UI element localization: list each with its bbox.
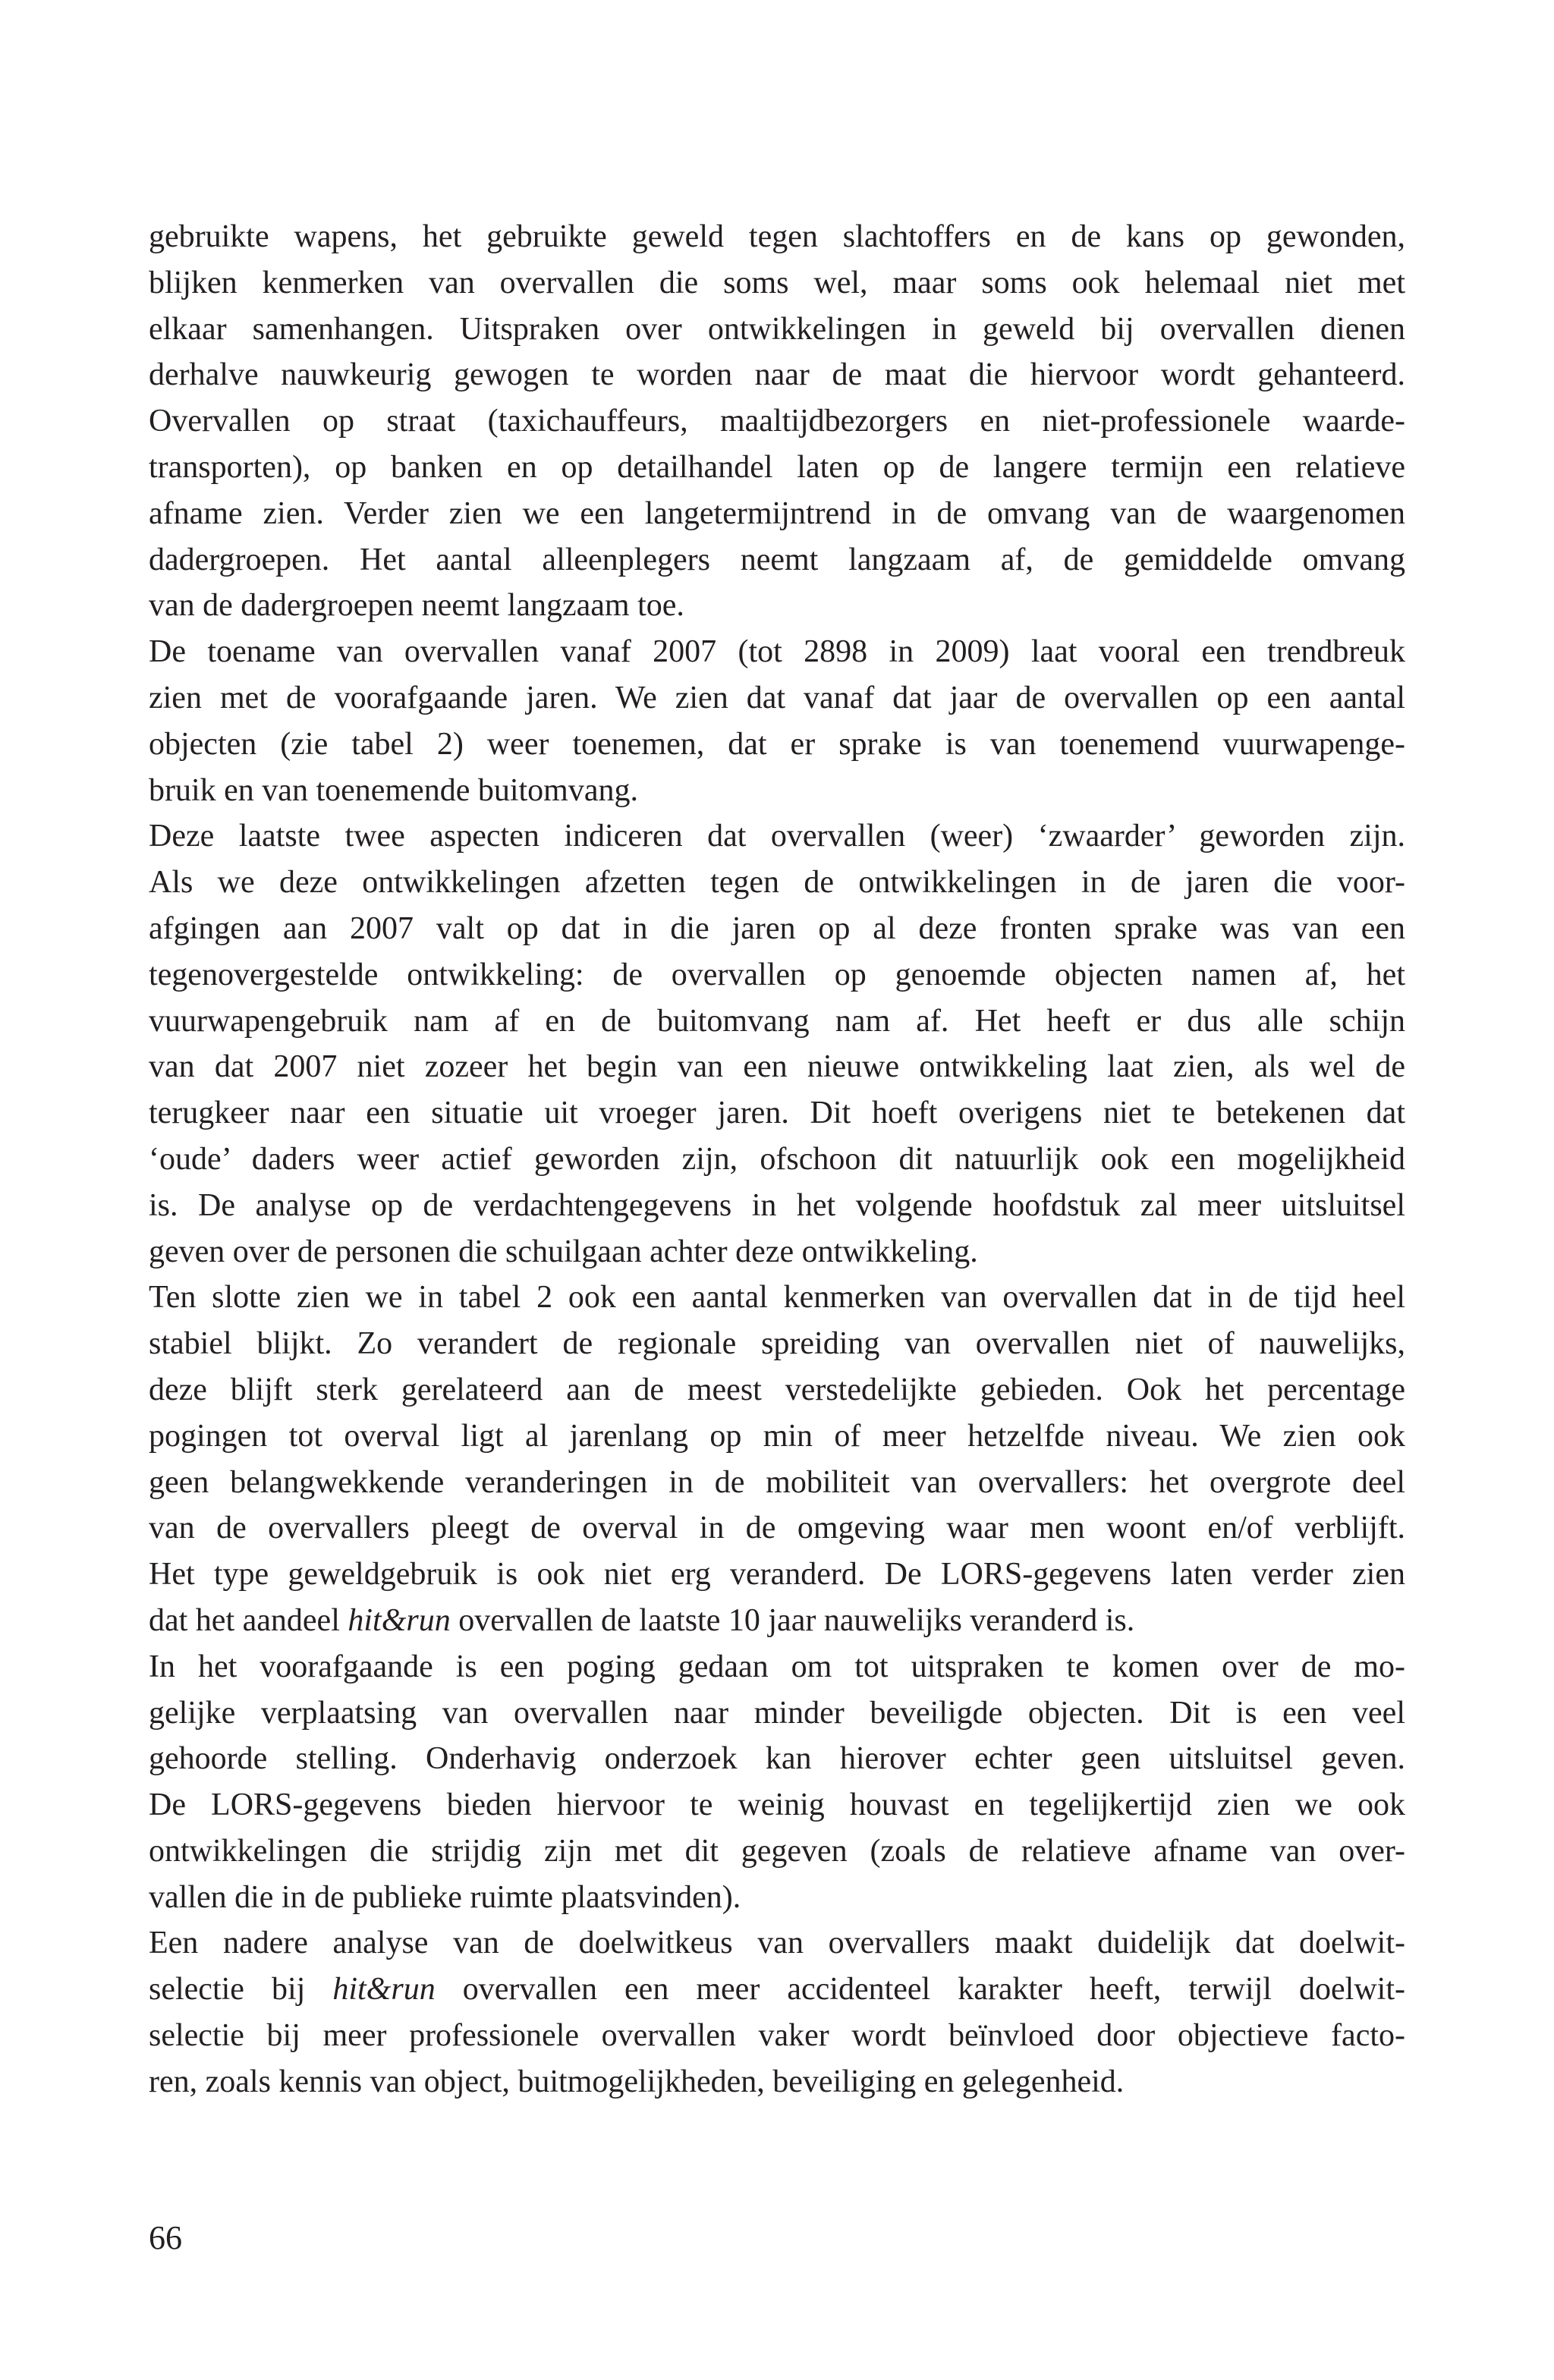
text-line: Ten slotte zien we in tabel 2 ook een aantal kenmerken van overvallen dat in de tijd heel (149, 1280, 1405, 1316)
text-line: derhalve nauwkeurig gewogen te worden naar de maat die hiervoor wordt gehanteerd. (149, 357, 1405, 393)
text-line: zien met de voorafgaande jaren. We zien dat vanaf dat jaar de overvallen op een aantal (149, 680, 1405, 715)
italic-term: hit&run (348, 1602, 451, 1638)
text-line: In het voorafgaande is een poging gedaan om tot uitspraken te komen over de mo- (149, 1649, 1405, 1684)
text-line (149, 1967, 1405, 2013)
text-line: De LORS-gegevens bieden hiervoor te weinig houvast en tegelijkertijd zien we ook (149, 1787, 1405, 1823)
text-line: afgingen aan 2007 valt op dat in die jaren op al deze fronten sprake was van een (149, 910, 1405, 946)
text-line: dadergroepen. Het aantal alleenplegers neemt langzaam af, de gemiddelde omvang (149, 542, 1405, 577)
text-line: Overvallen op straat (taxichauffeurs, maaltijdbezorgers en niet-professionele waarde- (149, 404, 1405, 439)
italic-term: hit&run (332, 1972, 436, 2007)
text-line: ontwikkelingen die strijdig zijn met dit gegeven (zoals de relatieve afname van over- (149, 1833, 1405, 1869)
text-segment: overvallen de laatste 10 jaar nauwelijks veranderd is. (450, 1602, 1135, 1638)
text-segment: selectie bij (149, 1972, 333, 2007)
text-line: van de dadergroepen neemt langzaam toe. (149, 588, 684, 624)
text-line: afname zien. Verder zien we een langetermijntrend in de omvang van de waargenomen (149, 495, 1405, 531)
text-line: is. De analyse op de verdachtengegevens in het volgende hoofdstuk zal meer uitsluitsel (149, 1187, 1405, 1223)
text-line: geven over de personen die schuilgaan achter deze ontwikkeling. (149, 1234, 978, 1269)
text-line: elkaar samenhangen. Uitspraken over ontwikkelingen in geweld bij overvallen dienen (149, 311, 1405, 347)
text-segment: overvallen een meer accidenteel karakter heeft, terwijl doelwit- (435, 1972, 1405, 2007)
body-text (149, 214, 1405, 2105)
text-line: gebruikte wapens, het gebruikte geweld tegen slachtoffers en de kans op gewonden, (149, 219, 1405, 254)
text-line: Een nadere analyse van de doelwitkeus van overvallers maakt duidelijk dat doelwit- (149, 1926, 1405, 1961)
text-line: gehoorde stelling. Onderhavig onderzoek kan hierover echter geen uitsluitsel geven. (149, 1741, 1405, 1777)
page-number: 66 (149, 2219, 182, 2256)
text-line: vallen die in de publieke ruimte plaatsvinden). (149, 1879, 741, 1915)
text-line: pogingen tot overval ligt al jarenlang op min of meer hetzelfde niveau. We zien ook (149, 1418, 1405, 1454)
text-line: ‘oude’ daders weer actief geworden zijn, ofschoon dit natuurlijk ook een mogelijkheid (149, 1141, 1405, 1177)
text-segment: dat het aandeel (149, 1602, 348, 1638)
text-line: gelijke verplaatsing van overvallen naar minder beveiligde objecten. Dit is een veel (149, 1695, 1405, 1731)
text-line: objecten (zie tabel 2) weer toenemen, dat er sprake is van toenemend vuurwapenge- (149, 726, 1405, 762)
text-line: vuurwapengebruik nam af en de buitomvang nam af. Het heeft er dus alle schijn (149, 1003, 1405, 1039)
text-line: blijken kenmerken van overvallen die soms wel, maar soms ook helemaal niet met (149, 265, 1405, 300)
text-line: tegenovergestelde ontwikkeling: de overvallen op genoemde objecten namen af, het (149, 957, 1405, 992)
text-line (149, 1598, 1405, 1644)
text-line: stabiel blijkt. Zo verandert de regionale spreiding van overvallen niet of nauwelijks, (149, 1326, 1405, 1362)
text-line: van dat 2007 niet zozeer het begin van een nieuwe ontwikkeling laat zien, als wel de (149, 1049, 1405, 1085)
text-line: deze blijft sterk gerelateerd aan de meest verstedelijkte gebieden. Ook het percentage (149, 1372, 1405, 1407)
text-line: geen belangwekkende veranderingen in de mobiliteit van overvallers: het overgrote deel (149, 1464, 1405, 1500)
text-line: van de overvallers pleegt de overval in de omgeving waar men woont en/of verblijft. (149, 1511, 1405, 1546)
text-line: terugkeer naar een situatie uit vroeger jaren. Dit hoeft overigens niet te betekenen dat (149, 1096, 1405, 1131)
text-line: selectie bij meer professionele overvallen vaker wordt beïnvloed door objectieve facto- (149, 2018, 1405, 2054)
text-line: ren, zoals kennis van object, buitmogelijkheden, beveiliging en gelegenheid. (149, 2064, 1125, 2099)
text-line: bruik en van toenemende buitomvang. (149, 772, 638, 808)
text-line: De toename van overvallen vanaf 2007 (tot 2898 in 2009) laat vooral een trendbreuk (149, 634, 1405, 670)
text-line: Deze laatste twee aspecten indiceren dat overvallen (weer) ‘zwaarder’ geworden zijn. (149, 819, 1405, 854)
text-line: transporten), op banken en op detailhandel laten op de langere termijn een relatieve (149, 449, 1405, 485)
text-line: Het type geweldgebruik is ook niet erg veranderd. De LORS-gegevens laten verder zien (149, 1557, 1405, 1592)
text-line: Als we deze ontwikkelingen afzetten tegen de ontwikkelingen in de jaren die voor- (149, 865, 1405, 901)
